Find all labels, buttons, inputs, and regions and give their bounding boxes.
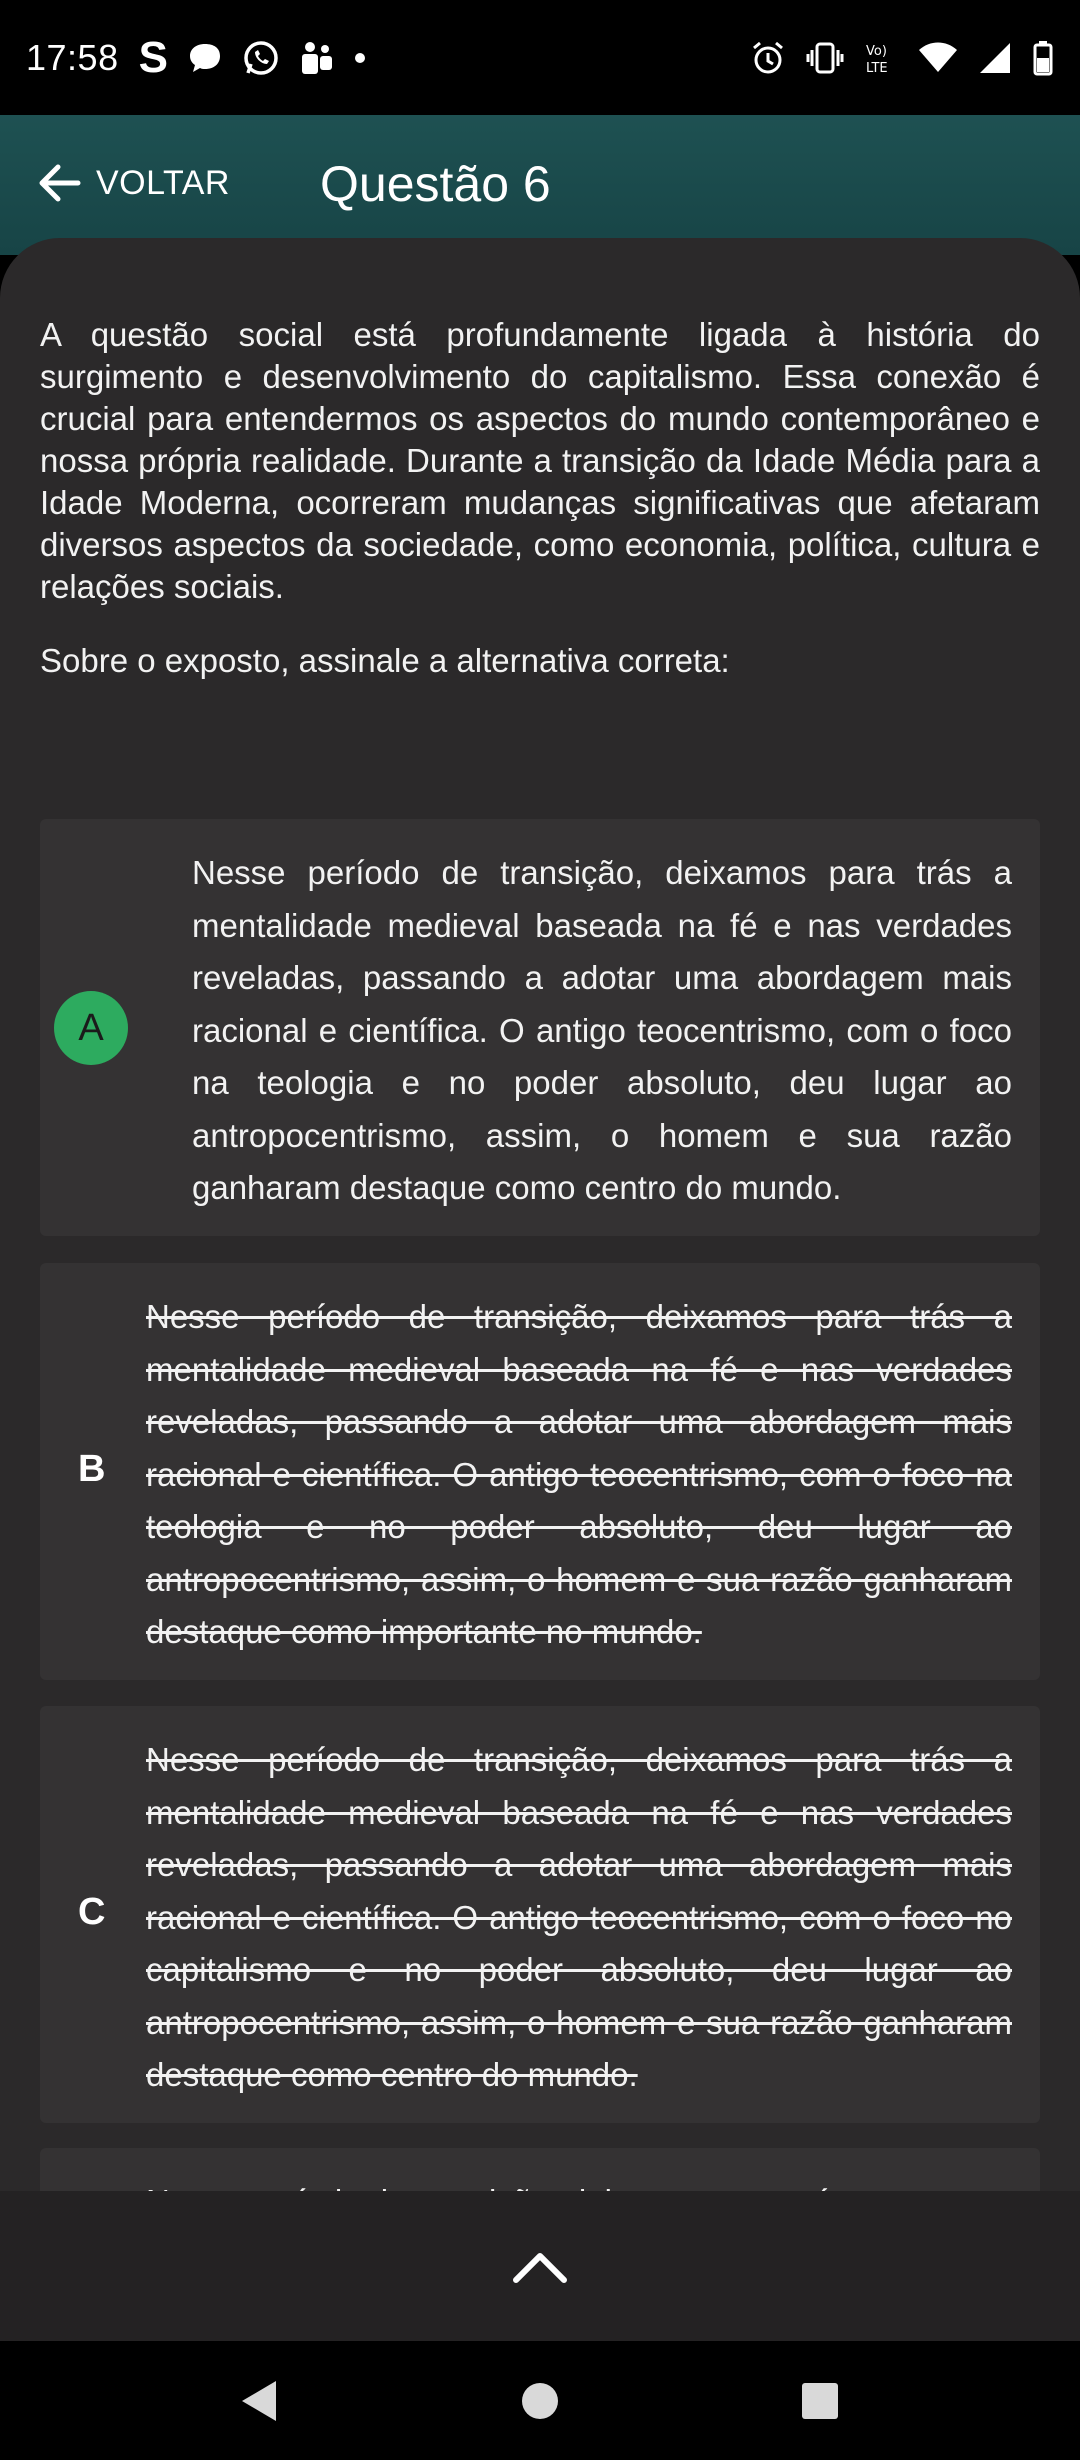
alarm-icon: [750, 40, 786, 76]
option-c[interactable]: [40, 1706, 1040, 2123]
s-app-icon: S: [138, 32, 168, 82]
option-letter-badge: A: [54, 991, 128, 1065]
option-text: Nesse período de transição, deixamos para trás a mentalidade medieval baseada na fé e nas verdades reveladas, passando a adotar uma abordagem mais racional e científica. O antigo teocentrismo, com o foco na teologia e no poder absoluto, deu lugar ao antropocentrismo, assim, o homem e sua razão ganharam destaque como centro do mundo.: [192, 854, 1012, 1206]
dot-icon: [354, 52, 366, 64]
vibrate-icon: [806, 40, 844, 76]
bottom-bar: [0, 2191, 1080, 2341]
status-time: 17:58: [26, 36, 119, 78]
back-label: VOLTAR: [96, 163, 230, 202]
page-title: Questão 6: [320, 156, 551, 212]
question-prompt: Sobre o exposto, assinale a alternativa correta:: [40, 642, 730, 679]
system-nav-bar: [0, 2341, 1080, 2460]
question-text: A questão social está profundamente ligada à história do surgimento e desenvolvimento do capitalismo. Essa conexão é crucial para entendermos os aspectos do mundo contemporâneo e nossa própria realidade. Durante a transição da Idade Média para a Idade Moderna, ocorreram mudanças significativas que afetaram diversos aspectos da sociedade, como economia, política, cultura e relações sociais.: [40, 316, 1040, 605]
triangle-back-icon[interactable]: [240, 2379, 280, 2423]
back-button[interactable]: [36, 163, 230, 203]
option-text: Nesse período de transição, deixamos para trás a mentalidade medieval baseada na fé e nas verdades reveladas, passando a adotar uma abordagem mais racional e científica. O antigo teocentrismo, com o foco no capitalismo e no poder absoluto, deu lugar ao antropocentrismo, assim, o homem e sua razão ganharam destaque como centro do mundo.: [146, 1741, 1012, 2093]
option-b[interactable]: [40, 1263, 1040, 1680]
circle-home-icon[interactable]: [520, 2381, 560, 2421]
option-letter: C: [78, 1891, 106, 1933]
battery-icon: [1032, 40, 1054, 76]
app-header: [0, 115, 1080, 255]
chevron-up-icon[interactable]: [512, 2248, 568, 2284]
whatsapp-icon: [242, 39, 280, 77]
content-panel: [0, 238, 1080, 2191]
status-bar: [0, 0, 1080, 115]
option-text: Nesse período de transição, deixamos para trás a mentalidade medieval baseada na fé e nas verdades reveladas, passando a adotar uma abordagem mais racional e científica. O antigo teocentrismo, com o foco na teologia e no poder absoluto, deu lugar ao antropocentrismo, assim, o homem e sua razão ganharam destaque como importante no mundo.: [146, 1298, 1012, 1650]
square-recents-icon[interactable]: [800, 2381, 840, 2421]
svg-text:LTE: LTE: [866, 60, 888, 76]
chat-bubble-icon: [188, 42, 222, 74]
wifi-icon: [918, 42, 958, 74]
volte-icon: [864, 40, 898, 76]
svg-text:Vo): Vo): [866, 43, 887, 59]
signal-icon: [978, 41, 1012, 75]
teams-icon: [300, 40, 334, 76]
option-letter: B: [78, 1448, 106, 1490]
arrow-left-icon: [36, 163, 82, 203]
option-a[interactable]: [40, 819, 1040, 1236]
